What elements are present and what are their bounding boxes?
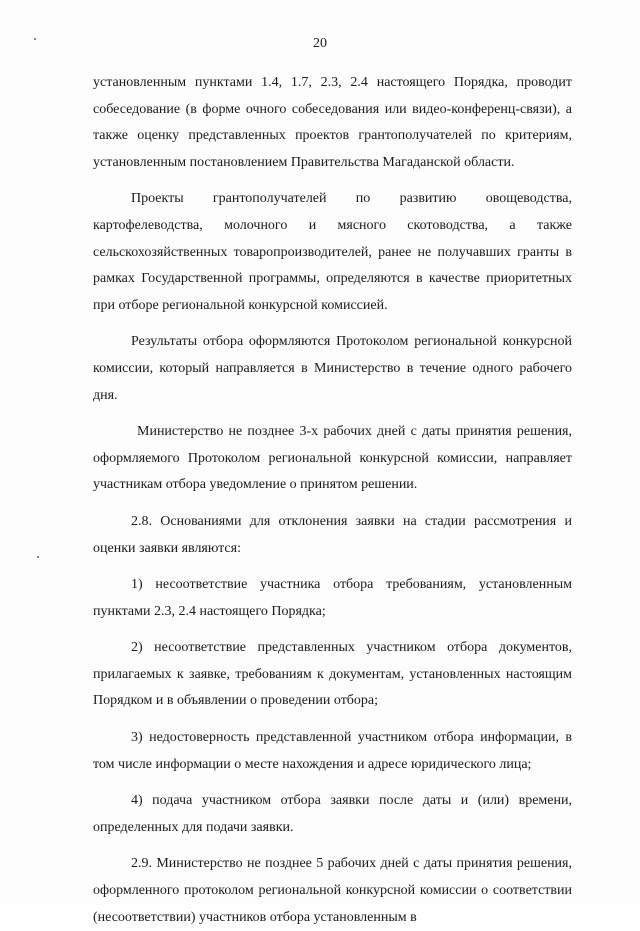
page-number: 20 xyxy=(313,36,327,51)
paragraph-continuation: установленным пунктами 1.4, 1.7, 2.3, 2.4 настоящего Порядка, проводит собеседование (в форме очного собеседования или видео-конференц-связи), а также оценку представленных проектов грантополучателей по критериям, установленным постановлением Правительства Магаданской области. xyxy=(93,75,572,170)
body-text xyxy=(93,70,572,931)
list-item-2: 2) несоответствие представленных участником отбора документов, прилагаемых к заявке, требованиям к документам, установленных настоящим Порядком и в объявлении о проведении отбора; xyxy=(93,640,572,709)
list-item-1: 1) несоответствие участника отбора требованиям, установленным пунктами 2.3, 2.4 настоящего Порядка; xyxy=(93,577,572,619)
paragraph-ministry-notice: Министерство не позднее 3-х рабочих дней с даты принятия решения, оформляемого Протоколом региональной конкурсной комиссии, направляет участникам отбора уведомление о принятом решении. xyxy=(93,424,572,493)
list-item-3: 3) недостоверность представленной участником отбора информации, в том числе информации о месте нахождения и адресе юридического лица; xyxy=(93,730,572,772)
paragraph-selection-results: Результаты отбора оформляются Протоколом региональной конкурсной комиссии, который направляется в Министерство в течение одного рабочего дня. xyxy=(93,334,572,403)
list-item-4: 4) подача участником отбора заявки после даты и (или) времени, определенных для подачи заявки. xyxy=(93,793,572,835)
scan-mark xyxy=(37,556,39,558)
paragraph-rejection-grounds: 2.8. Основаниями для отклонения заявки на стадии рассмотрения и оценки заявки являются: xyxy=(93,513,572,556)
paragraph-priority-projects: Проекты грантополучателей по развитию овощеводства, картофелеводства, молочного и мясного скотоводства, а также сельскохозяйственных товаропроизводителей, ранее не получавших гранты в рамках Государственной программы, определяются в качестве приоритетных при отборе региональной конкурсной комиссией. xyxy=(93,191,572,313)
paragraph-2-9: 2.9. Министерство не позднее 5 рабочих дней с даты принятия решения, оформленного протоколом региональной конкурсной комиссии о соответствии (несоответствии) участников отбора установленным в xyxy=(93,856,572,925)
